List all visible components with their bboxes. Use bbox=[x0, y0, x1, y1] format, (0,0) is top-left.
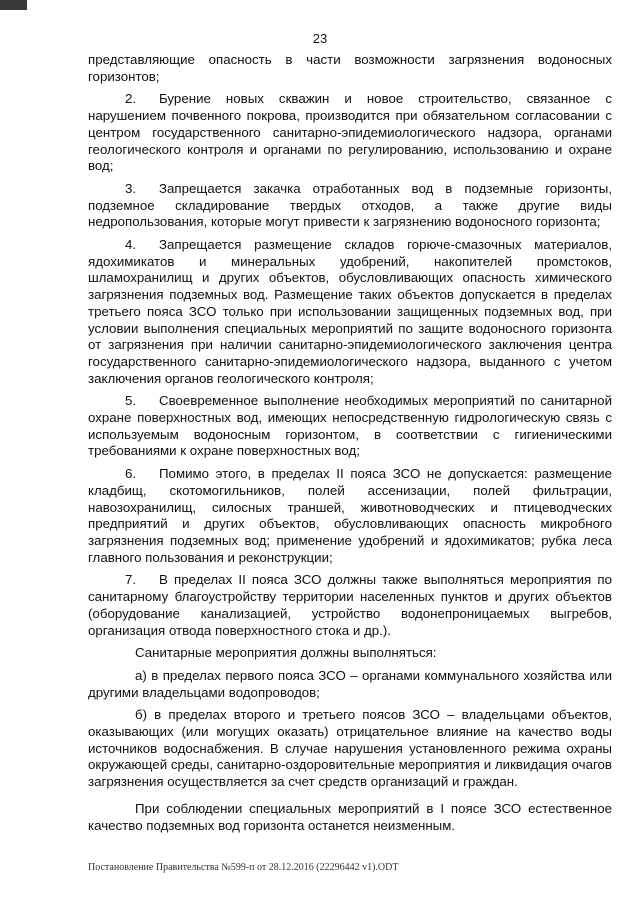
list-number: 7. bbox=[125, 572, 137, 588]
list-item-text: Помимо этого, в пределах II пояса ЗСО не допускается: размещение кладбищ, скотомогильников, полей ассенизации, полей фильтрации, навозохранилищ, силосных траншей, животноводческих и птицеводческих предприятий и других объектов, обусловливающих опасность микробного загрязнения подземных вод; применение удобрений и ядохимикатов; рубка леса главного пользования и реконструкции; bbox=[88, 466, 612, 565]
list-item-text: Запрещается размещение складов горюче-смазочных материалов, ядохимикатов и минеральных удобрений, накопителей промстоков, шламохранилищ и других объектов, обусловливающих опасность химического загрязнения подземных вод. Размещение таких объектов допускается в пределах третьего пояса ЗСО только при использовании защищенных подземных вод, при условии выполнения специальных мероприятий по защите водоносного горизонта от загрязнения при наличии санитарно-эпидемиологического заключения центра государственного санитарно-эпидемиологического надзора, выданного с учетом заключения органов геологического контроля; bbox=[88, 237, 612, 386]
document-body bbox=[88, 52, 612, 840]
list-number: 4. bbox=[125, 237, 137, 253]
list-item-7 bbox=[88, 572, 612, 639]
list-item-text: Бурение новых скважин и новое строительство, связанное с нарушением почвенного покрова, производится при обязательном согласовании с центром государственного санитарно-эпидемиологического надзора, органами геологического контроля и органами по регулированию, использованию и охране вод; bbox=[88, 91, 612, 174]
paragraph-continuation: представляющие опасность в части возможности загрязнения водоносных горизонтов; bbox=[88, 52, 612, 84]
sanitary-item-b: б) в пределах второго и третьего поясов ЗСО – владельцами объектов, оказывающих (или могущих оказать) отрицательное влияние на качество воды источников водоснабжения. В случае нарушения установленного режима охраны окружающей среды, санитарно-оздоровительные мероприятия и ликвидация очагов загрязнения осуществляется за счет средств организаций и граждан. bbox=[88, 707, 612, 790]
list-item-6 bbox=[88, 466, 612, 566]
list-item-3 bbox=[88, 181, 612, 231]
list-item-text: Запрещается закачка отработанных вод в подземные горизонты, подземное складирование твердых отходов, а также другие виды недропользования, которые могут привести к загрязнению водоносного горизонта; bbox=[88, 180, 612, 230]
list-number: 5. bbox=[125, 393, 137, 409]
list-number: 6. bbox=[125, 466, 137, 482]
list-number: 3. bbox=[125, 180, 137, 196]
list-item-4 bbox=[88, 237, 612, 387]
scan-artifact bbox=[0, 0, 27, 10]
conclusion-paragraph: При соблюдении специальных мероприятий в I поясе ЗСО естественное качество подземных вод горизонта останется неизменным. bbox=[88, 800, 612, 833]
sanitary-item-a: а) в пределах первого пояса ЗСО – органами коммунального хозяйства или другими владельцами водопроводов; bbox=[88, 667, 612, 700]
document-footer: Постановление Правительства №599-п от 28.12.2016 (22296442 v1).ODT bbox=[88, 862, 399, 873]
page-number: 23 bbox=[312, 31, 328, 46]
list-number: 2. bbox=[125, 91, 137, 107]
sanitary-intro: Санитарные мероприятия должны выполняться: bbox=[135, 645, 437, 661]
list-item-text: В пределах II пояса ЗСО должны также выполняться мероприятия по санитарному благоустройству территории населенных пунктов и других объектов (оборудование канализацией, устройство водонепроницаемых выгребов, организация отвода поверхностного стока и др.). bbox=[88, 572, 612, 638]
list-item-2 bbox=[88, 91, 612, 175]
list-item-text: Своевременное выполнение необходимых мероприятий по санитарной охране поверхностных вод, имеющих непосредственную гидрологическую связь с используемым водоносным горизонтом, в соответствии с гигиеническими требованиями к охране поверхностных вод; bbox=[88, 393, 612, 459]
list-item-5 bbox=[88, 393, 612, 460]
